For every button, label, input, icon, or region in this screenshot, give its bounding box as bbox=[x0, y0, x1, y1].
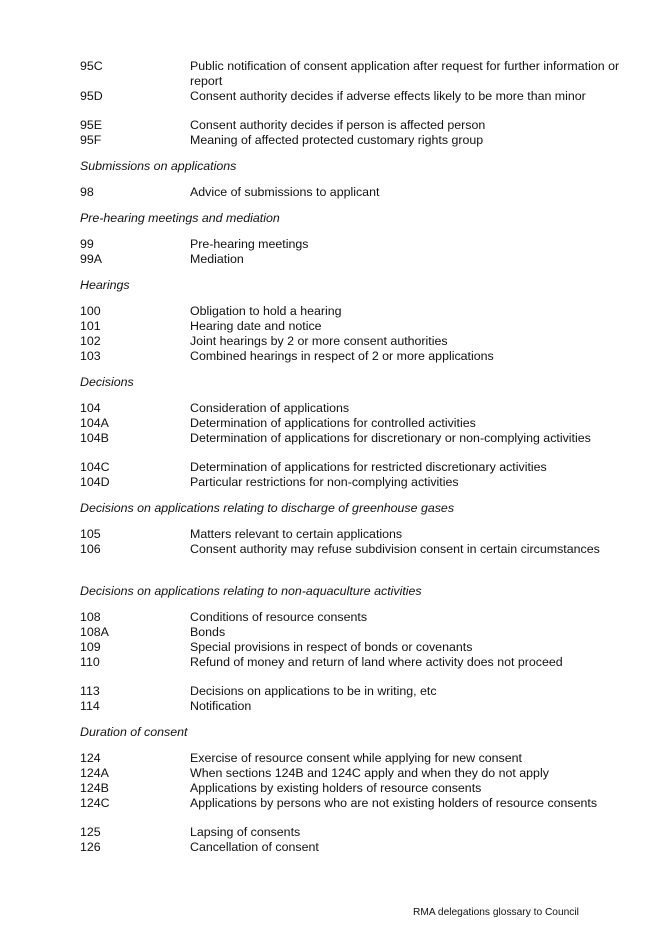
glossary-entry bbox=[80, 625, 620, 640]
glossary-entry bbox=[80, 304, 620, 319]
glossary-entry bbox=[80, 401, 620, 416]
section-heading: Duration of consent bbox=[80, 725, 188, 739]
section-description: Advice of submissions to applicant bbox=[190, 185, 380, 199]
glossary-entry bbox=[80, 460, 620, 475]
section-number: 109 bbox=[80, 640, 101, 654]
section-description: Consent authority decides if person is affected person bbox=[190, 118, 486, 132]
section-description: Determination of applications for restricted discretionary activities bbox=[190, 460, 547, 474]
section-number: 95E bbox=[80, 118, 103, 132]
glossary-entry bbox=[80, 334, 620, 349]
section-heading: Decisions on applications relating to discharge of greenhouse gases bbox=[80, 501, 455, 515]
section-description: Mediation bbox=[190, 252, 244, 266]
section-number: 124C bbox=[80, 796, 110, 810]
glossary-entry bbox=[80, 610, 620, 625]
glossary-entry bbox=[80, 252, 620, 267]
section-description: Combined hearings in respect of 2 or more applications bbox=[190, 349, 494, 363]
glossary-entry bbox=[80, 319, 620, 334]
section-description: Pre-hearing meetings bbox=[190, 237, 309, 251]
section-number: 124A bbox=[80, 766, 109, 780]
glossary-entry bbox=[80, 416, 620, 431]
glossary-entry bbox=[80, 640, 620, 655]
glossary-entry bbox=[80, 766, 620, 781]
section-description: Lapsing of consents bbox=[190, 825, 301, 839]
section-heading: Submissions on applications bbox=[80, 159, 237, 173]
glossary-entry bbox=[80, 349, 620, 364]
section-number: 103 bbox=[80, 349, 101, 363]
section-description: Public notification of consent application after request for further information or report bbox=[190, 59, 620, 88]
section-number: 104C bbox=[80, 460, 110, 474]
glossary-entry bbox=[80, 59, 620, 89]
section-description: When sections 124B and 124C apply and when they do not apply bbox=[190, 766, 549, 780]
section-number: 125 bbox=[80, 825, 101, 839]
section-description: Determination of applications for discretionary or non-complying activities bbox=[190, 431, 591, 445]
section-description: Consent authority may refuse subdivision consent in certain circumstances bbox=[190, 542, 600, 556]
section-number: 113 bbox=[80, 684, 100, 698]
section-number: 99A bbox=[80, 252, 103, 266]
glossary-entry bbox=[80, 699, 620, 714]
section-description: Applications by persons who are not existing holders of resource consents bbox=[190, 796, 598, 810]
section-description: Joint hearings by 2 or more consent authorities bbox=[190, 334, 448, 348]
section-number: 108A bbox=[80, 625, 109, 639]
section-heading: Decisions on applications relating to non-aquaculture activities bbox=[80, 584, 422, 598]
section-number: 99 bbox=[80, 237, 94, 251]
section-description: Cancellation of consent bbox=[190, 840, 319, 854]
section-number: 114 bbox=[80, 699, 100, 713]
section-number: 105 bbox=[80, 527, 101, 541]
section-number: 104 bbox=[80, 401, 101, 415]
section-description: Obligation to hold a hearing bbox=[190, 304, 342, 318]
glossary-entry bbox=[80, 655, 620, 670]
section-description: Determination of applications for controlled activities bbox=[190, 416, 476, 430]
section-heading: Decisions bbox=[80, 375, 134, 389]
glossary-entry bbox=[80, 527, 620, 542]
glossary-entry bbox=[80, 185, 620, 200]
glossary-entry bbox=[80, 684, 620, 699]
section-heading: Pre-hearing meetings and mediation bbox=[80, 211, 280, 225]
glossary-entry bbox=[80, 542, 620, 557]
page-footer: RMA delegations glossary to Council bbox=[413, 907, 579, 918]
section-description: Particular restrictions for non-complying activities bbox=[190, 475, 459, 489]
glossary-entry bbox=[80, 781, 620, 796]
section-number: 104B bbox=[80, 431, 109, 445]
section-description: Hearing date and notice bbox=[190, 319, 322, 333]
section-number: 101 bbox=[80, 319, 101, 333]
section-description: Decisions on applications to be in writing, etc bbox=[190, 684, 437, 698]
section-number: 108 bbox=[80, 610, 101, 624]
section-number: 95F bbox=[80, 133, 102, 147]
glossary-entry bbox=[80, 431, 620, 446]
section-number: 102 bbox=[80, 334, 101, 348]
glossary-entry bbox=[80, 118, 620, 133]
section-description: Bonds bbox=[190, 625, 226, 639]
glossary-entry bbox=[80, 237, 620, 252]
section-description: Meaning of affected protected customary rights group bbox=[190, 133, 484, 147]
section-number: 95C bbox=[80, 59, 103, 73]
glossary-entry bbox=[80, 825, 620, 840]
section-number: 110 bbox=[80, 655, 100, 669]
section-number: 126 bbox=[80, 840, 101, 854]
glossary-entry bbox=[80, 840, 620, 855]
section-number: 124B bbox=[80, 781, 109, 795]
glossary-entry bbox=[80, 751, 620, 766]
section-description: Applications by existing holders of resource consents bbox=[190, 781, 482, 795]
section-description: Exercise of resource consent while applying for new consent bbox=[190, 751, 522, 765]
section-number: 95D bbox=[80, 89, 103, 103]
section-description: Consideration of applications bbox=[190, 401, 350, 415]
glossary-entry bbox=[80, 89, 620, 104]
section-number: 124 bbox=[80, 751, 101, 765]
section-number: 98 bbox=[80, 185, 94, 199]
glossary-entry bbox=[80, 133, 620, 148]
section-number: 104D bbox=[80, 475, 110, 489]
section-number: 100 bbox=[80, 304, 101, 318]
section-description: Special provisions in respect of bonds or covenants bbox=[190, 640, 473, 654]
section-number: 106 bbox=[80, 542, 101, 556]
section-number: 104A bbox=[80, 416, 109, 430]
section-description: Conditions of resource consents bbox=[190, 610, 368, 624]
glossary-entry bbox=[80, 475, 620, 490]
glossary-content bbox=[80, 59, 620, 855]
section-heading: Hearings bbox=[80, 278, 130, 292]
section-description: Matters relevant to certain applications bbox=[190, 527, 403, 541]
section-description: Notification bbox=[190, 699, 252, 713]
glossary-entry bbox=[80, 796, 620, 811]
section-description: Refund of money and return of land where activity does not proceed bbox=[190, 655, 563, 669]
section-description: Consent authority decides if adverse effects likely to be more than minor bbox=[190, 89, 586, 103]
